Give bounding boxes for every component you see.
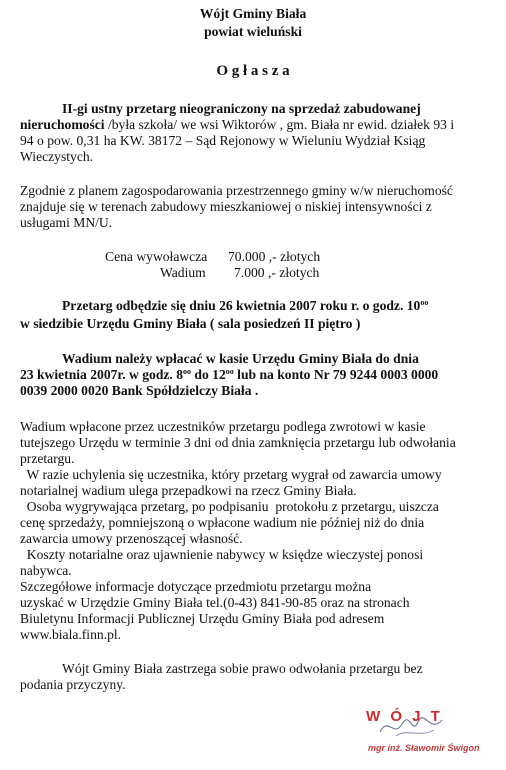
terms-line: Koszty notarialne oraz ujawnienie nabywcy w księdze wieczystej ponosi	[20, 547, 424, 562]
deposit-date-text: 23 kwietnia 2007r. w godz. 8	[20, 367, 184, 382]
announcement-title: O g ł a s z a	[216, 63, 290, 79]
deposit-line-3: 0039 2000 0020 Bank Spółdzielczy Biała .	[20, 383, 259, 398]
terms-line: uzyskać w Urzędzie Gminy Biała tel.(0-43) 841-90-85 oraz na stronach	[20, 595, 410, 610]
auction-date-text: Przetarg odbędzie się dniu 26 kwietnia 2007 roku r. o godz. 10	[62, 298, 421, 313]
website-link: www.biala.finn.pl.	[20, 627, 122, 642]
deposit-account-text: lub na konto Nr 79 9244 0003 0000	[233, 367, 439, 382]
auction-date-line-1	[62, 298, 428, 314]
auction-place-line: w siedzibie Urzędu Gminy Biała ( sala posiedzeń II piętro )	[20, 316, 361, 331]
deposit-value: 7.000 ,- złotych	[234, 265, 320, 280]
intro-line-3: 94 o pow. 0,31 ha KW. 38172 – Sąd Rejonowy w Wieluniu Wydział Ksiąg	[20, 133, 426, 148]
terms-line: zawarcia umowy przenoszącej własność.	[20, 531, 243, 546]
plan-line-2: znajduje się w terenach zabudowy mieszkaniowej o niskiej intensywności z	[20, 199, 432, 214]
terms-line: tutejszego Urzędu w terminie 3 dni od dnia zamknięcia przetargu lub odwołania	[20, 435, 456, 450]
closing-line-2: podania przyczyny.	[20, 677, 126, 692]
stamp-title: W Ó J T	[366, 708, 443, 725]
handwritten-signature	[376, 712, 446, 742]
intro-line-1: II-gi ustny przetarg nieograniczony na sprzedaż zabudowanej	[62, 101, 421, 116]
deposit-line-1: Wadium należy wpłacać w kasie Urzędu Gminy Biała do dnia	[62, 351, 419, 366]
terms-line: nabywca.	[20, 563, 72, 578]
terms-line: przetargu.	[20, 451, 75, 466]
closing-line-1: Wójt Gminy Biała zastrzega sobie prawo odwołania przetargu bez	[62, 661, 423, 676]
deposit-line-2	[20, 367, 438, 383]
header-county: powiat wieluński	[204, 24, 302, 39]
terms-line: Biuletynu Informacji Publicznej Urzędu Gminy Biała pod adresem	[20, 611, 385, 626]
deposit-start-minutes: oo	[183, 367, 192, 376]
deposit-label: Wadium	[160, 265, 206, 280]
deposit-to-text: do 12	[191, 367, 226, 382]
terms-line: Osoba wygrywająca przetarg, po podpisaniu protokołu z przetargu, uiszcza	[20, 499, 439, 514]
price-label: Cena wywoławcza	[105, 249, 208, 264]
stamp-signatory-name: mgr inż. Sławomir Świgoń	[368, 743, 480, 753]
terms-line: cenę sprzedaży, pomniejszoną o wpłacone wadium nie później niż do dnia	[20, 515, 425, 530]
terms-line: notarialnej wadium ulega przepadkowi na rzecz Gminy Biała.	[20, 483, 357, 498]
intro-bold-word: nieruchomości	[20, 117, 105, 132]
price-value: 70.000 ,- złotych	[228, 249, 321, 264]
deposit-end-minutes: oo	[225, 367, 234, 376]
plan-line-3: usługami MN/U.	[20, 215, 113, 230]
header-office: Wójt Gminy Biała	[199, 6, 307, 21]
terms-line: W razie uchylenia się uczestnika, który przetarg wygrał od zawarcia umowy	[20, 467, 442, 482]
terms-line: Wadium wpłacone przez uczestników przetargu podlega zwrotowi w kasie	[20, 419, 426, 434]
plan-line-1: Zgodnie z planem zagospodarowania przestrzennego gminy w/w nieruchomość	[20, 183, 453, 198]
intro-line-2-rest: /była szkoła/ we wsi Wiktorów , gm. Biała nr ewid. działek 93 i	[104, 117, 455, 132]
terms-line: Szczegółowe informacje dotyczące przedmiotu przetargu można	[20, 579, 372, 594]
auction-time-minutes: oo	[420, 298, 429, 307]
intro-line-2	[20, 117, 454, 133]
intro-line-4: Wieczystych.	[20, 149, 94, 164]
